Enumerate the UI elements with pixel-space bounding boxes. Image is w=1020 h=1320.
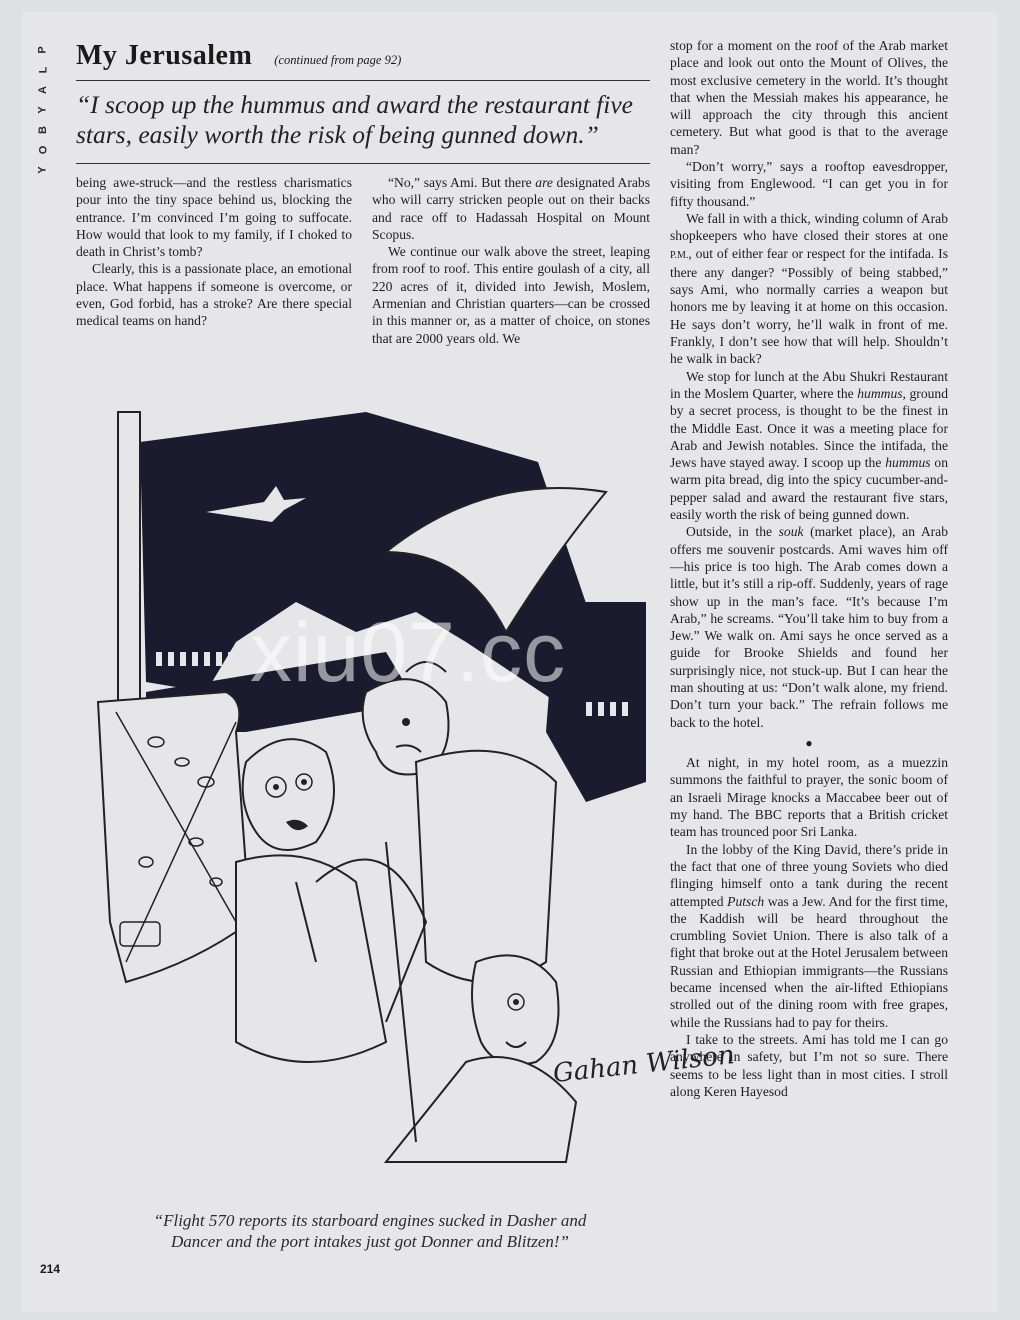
paragraph: being awe-struck—and the restless charismatics pour into the tiny space behind us, blocking the entrance. I’m convinced I’m going to suffocate. How would that look to my family, if I choked to death in Christ’s tomb? (76, 175, 352, 260)
sidebar-letter: L (36, 66, 49, 74)
paragraph: “No,” says Ami. But there are designated Arabs who will carry stricken people out on their backs and race off to Hadassah Hospital on Mount Scopus. (372, 175, 650, 242)
paragraph: stop for a moment on the roof of the Arab market place and look out onto the Mount of Olives, the most exclusive cemetery in the world. It’s thought that when the Messiah makes his appearance, he will approach the city through this ancient cemetery. But what good is that to the average man? (670, 38, 948, 157)
cartoon-caption: “Flight 570 reports its starboard engines sucked in Dasher and Dancer and the port intakes just got Donner and Blitzen!” (153, 1211, 587, 1251)
article-title: My Jerusalem (76, 40, 253, 71)
magazine-sidebar-logo (34, 40, 52, 180)
paragraph: We fall in with a thick, winding column of Arab shopkeepers who have closed their stores at one P.M., out of either fear or respect for the intifada. Is there any danger? “Possibly of being stabbed,” says Ami, who normally carries a weapon but honors me by leaving it at home on this occasion. He says don’t worry, he’ll walk in front of me. Frankly, I don’t see how that will help. Shouldn’t he walk in back? (670, 210, 948, 367)
cartoon-illustration (86, 402, 736, 1202)
pullquote-rule (76, 163, 650, 164)
header-rule (76, 80, 650, 81)
sidebar-letter: B (36, 126, 49, 134)
continued-note: (continued from page 92) (274, 53, 402, 67)
sidebar-letter: A (36, 86, 49, 94)
watermark-text: xiu07.cc (250, 605, 567, 699)
text-column-2 (372, 174, 650, 347)
paragraph: Outside, in the souk (market place), an Arab offers me souvenir postcards. Ami waves him off—his price is too high. The Arab comes down a little, but it’s still a rip-off. Suddenly, years of rage show up in the man’s face. “It’s because I’m Arab,” he screams. “You’ll take him to buy from a Jew.” We walk on. Ami says he once served as a guide for Brooke Shields and found her surprisingly nice, not stuck-up. But I can hear the man shouting at us: “Don’t walk alone, my friend. Don’t turn your back.” The refrain follows me back to the hotel. (670, 524, 948, 730)
sidebar-letter: O (37, 145, 49, 155)
paragraph: We stop for lunch at the Abu Shukri Restaurant in the Moslem Quarter, where the hummus, ground by a secret process, is thought to be the finest in the Middle East. Once it was a meeting place for Arab and Jewish notables. Since the intifada, the Jews have stayed away. I scoop up the hummus on warm pita bread, dig into the spicy cucumber-and-pepper salad and award the restaurant five stars, easily worth the risk of being gunned down. (670, 368, 949, 523)
sidebar-letter: P (37, 46, 49, 54)
text-column-3 (670, 37, 948, 1100)
sidebar-letter: Y (37, 106, 49, 114)
paragraph: I take to the streets. Ami has told me I can go anywhere in safety, but I’m not so sure. There seems to be less light than in most cities. I stroll along Keren Hayesod (670, 1031, 948, 1099)
text-column-1 (76, 174, 352, 330)
paragraph: Clearly, this is a passionate place, an emotional place. What happens if someone is overcome, or even, God forbid, has a stroke? Are there special medical teams on hand? (76, 261, 352, 329)
article-header (76, 40, 650, 72)
paragraph: We continue our walk above the street, leaping from roof to roof. This entire goulash of a city, all 220 acres of it, divided into Jewish, Moslem, Armenian and Christian quarters—can be crossed in this manner or, as a matter of choice, on stones that are 2000 years old. We (372, 244, 650, 346)
paragraph: At night, in my hotel room, as a muezzin summons the faithful to prayer, the sonic boom of an Israeli Mirage knocks a Maccabee beer out of my hand. The BBC reports that a British cricket team has trounced poor Sri Lanka. (670, 755, 948, 840)
pull-quote: “I scoop up the hummus and award the restaurant five stars, easily worth the risk of being gunned down.” (76, 90, 633, 149)
paragraph: In the lobby of the King David, there’s pride in the fact that one of three young Soviets who died flinging himself onto a tank during the recent attempted Putsch was a Jew. And for the first time, the Kaddish will be heard throughout the crumbling Soviet Union. There is also talk of a fight that broke out at the Hotel Jerusalem between Russian and Ethiopian immigrants—the Russians became incensed when the air-lifted Ethiopians strolled out of the dining room with free grapes, while the Russians had to pay for theirs. (670, 841, 948, 1030)
page-number: 214 (40, 1262, 61, 1276)
paragraph: “Don’t worry,” says a rooftop eavesdropper, visiting from Englewood. “I can get you in for fifty thousand.” (670, 159, 948, 209)
artist-signature: Gahan Wilson (551, 1040, 736, 1089)
sidebar-letter: Y (37, 166, 49, 174)
section-break-bullet: ● (805, 735, 813, 750)
